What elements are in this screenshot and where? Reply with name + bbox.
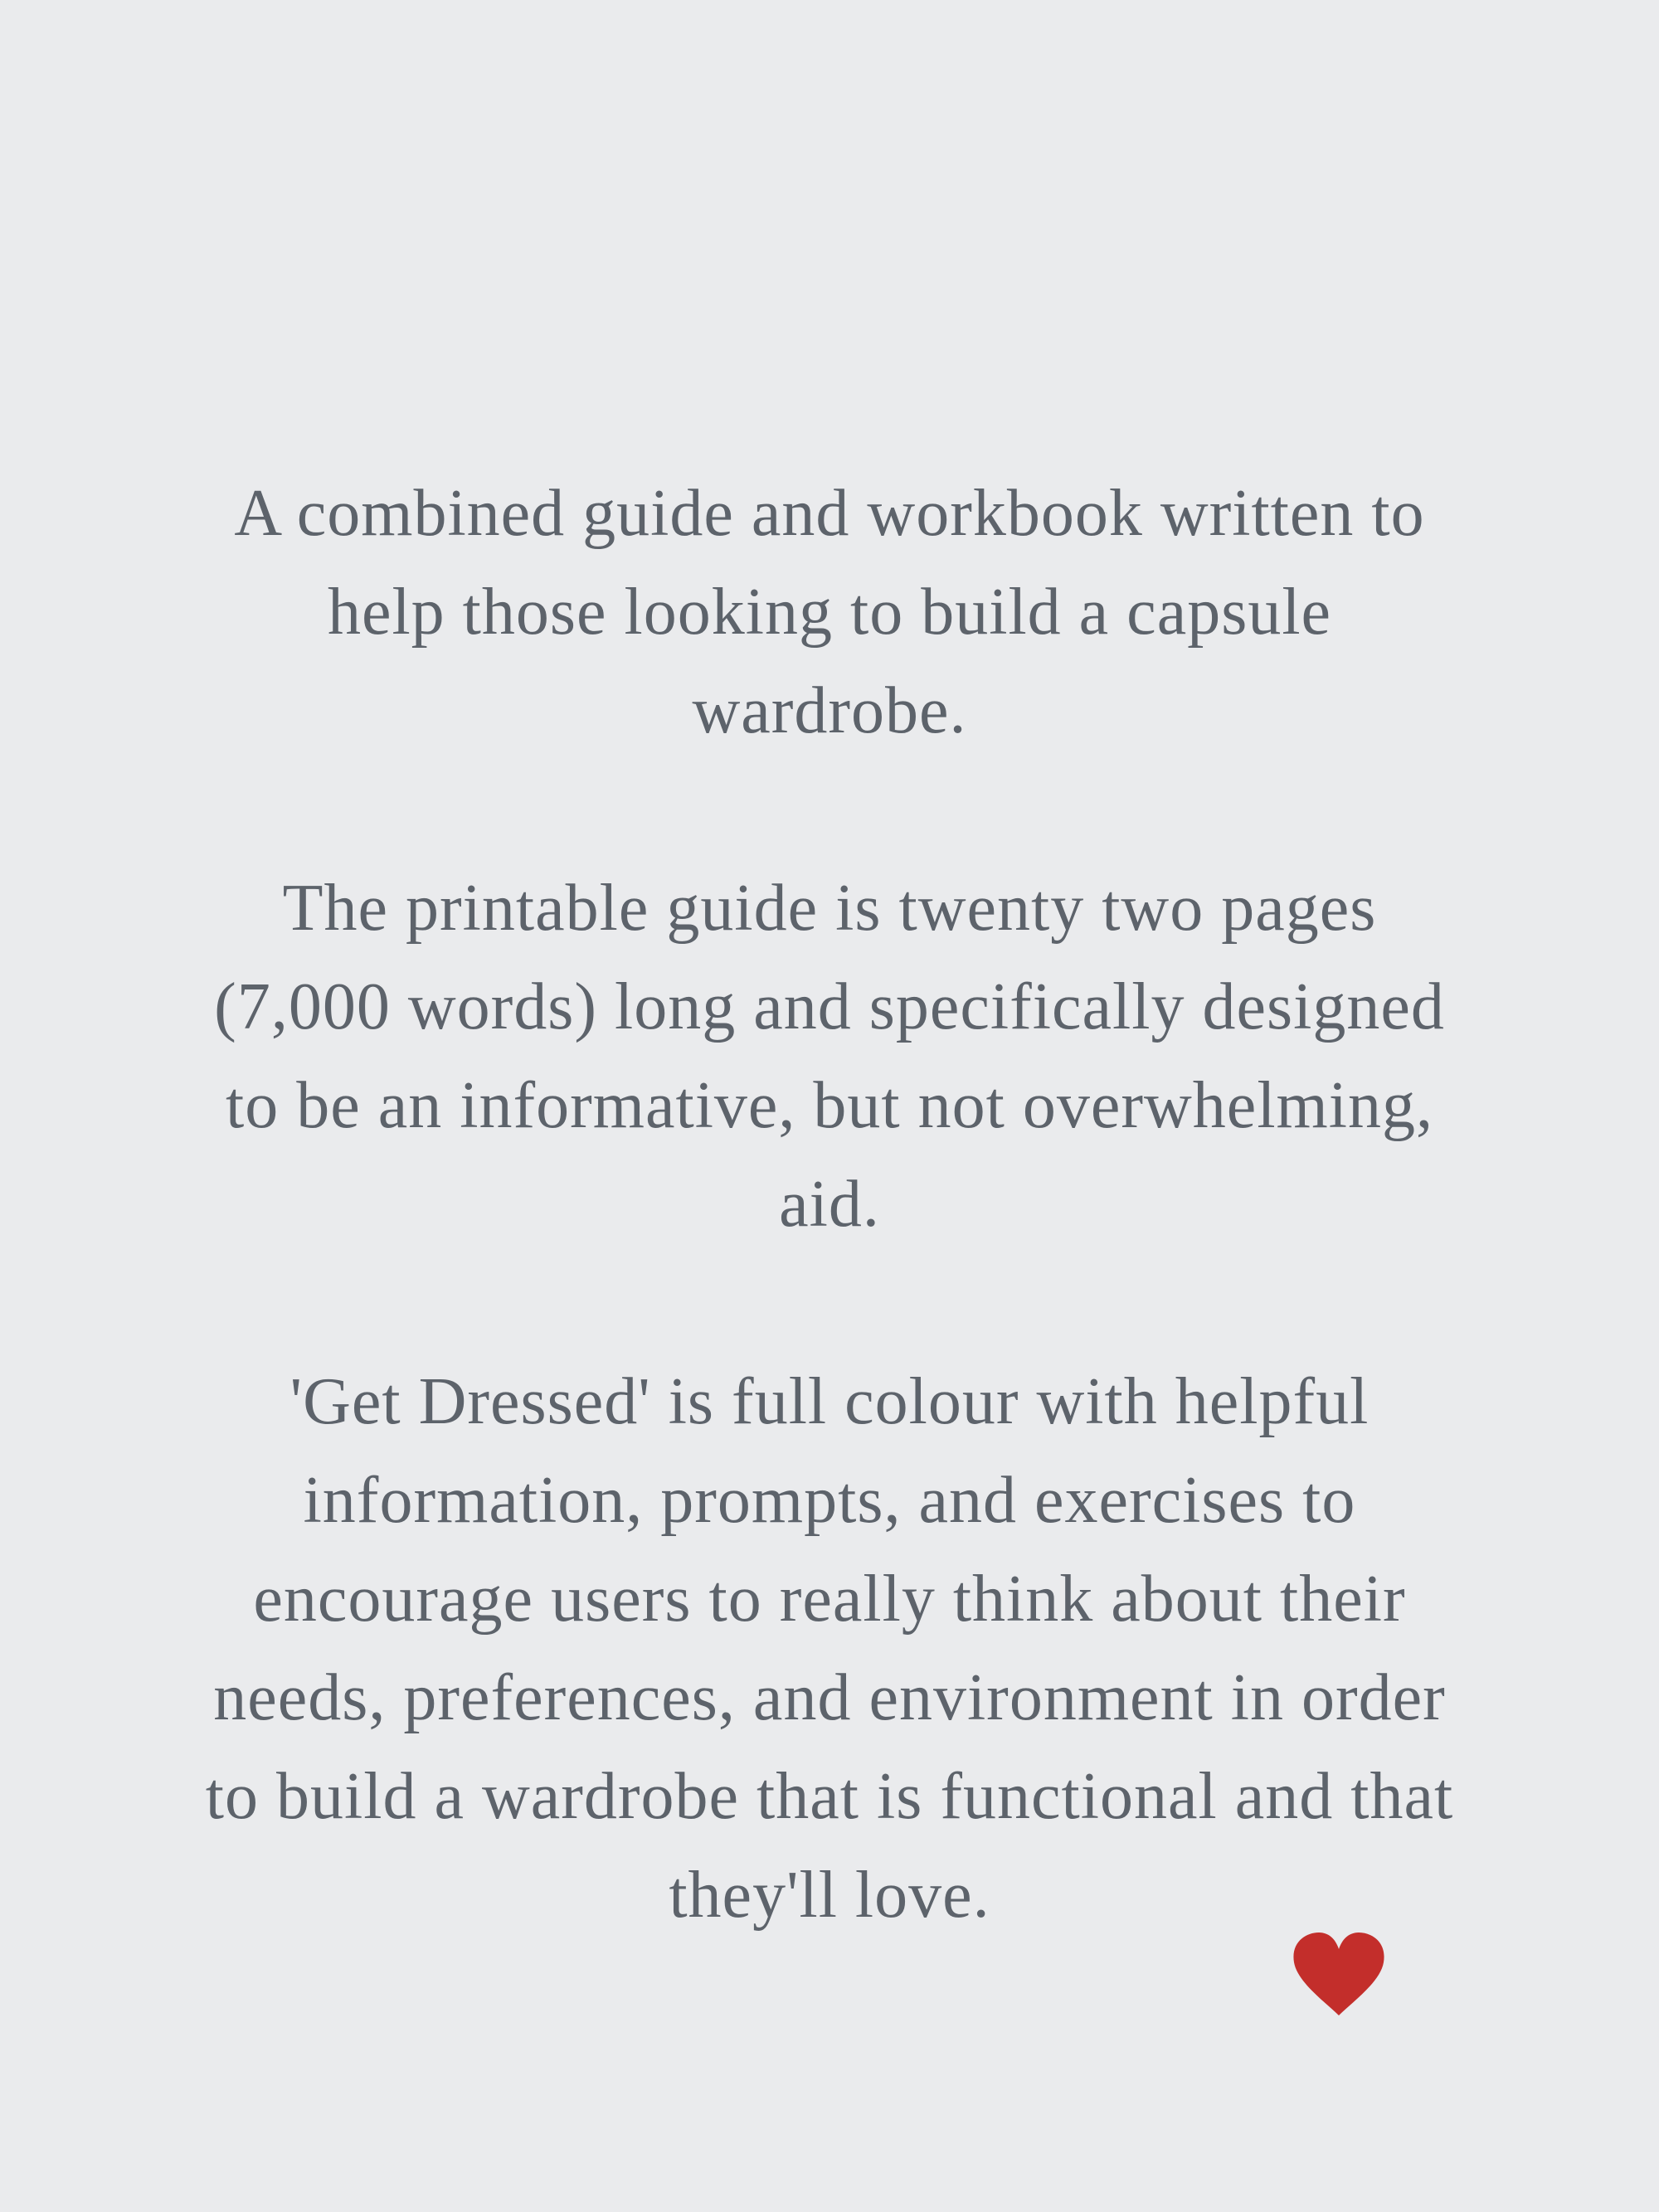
text-line: to build a wardrobe that is functional and that: [205, 1760, 1454, 1833]
text-line: wardrobe.: [692, 674, 967, 747]
text-line: encourage users to really think about their: [253, 1563, 1406, 1636]
text-line: aid.: [779, 1168, 880, 1241]
text-line: 'Get Dressed' is full colour with helpful: [289, 1365, 1370, 1438]
heart-icon: [1292, 1932, 1385, 2017]
text-line: A combined guide and workbook written to: [234, 477, 1425, 550]
text-line: needs, preferences, and environment in order: [213, 1661, 1446, 1734]
paragraph: [0, 464, 1659, 761]
text-line: (7,000 words) long and specifically designed: [214, 970, 1445, 1043]
text-line: The printable guide is twenty two pages: [282, 872, 1377, 945]
text-line: to be an informative, but not overwhelming,: [225, 1069, 1433, 1142]
text-line: help those looking to build a capsule: [327, 576, 1332, 649]
paragraph: [0, 1353, 1659, 1945]
text-line: they'll love.: [669, 1859, 990, 1932]
paragraph: [0, 859, 1659, 1254]
description-text: [0, 464, 1659, 2044]
text-line: information, prompts, and exercises to: [303, 1464, 1356, 1537]
